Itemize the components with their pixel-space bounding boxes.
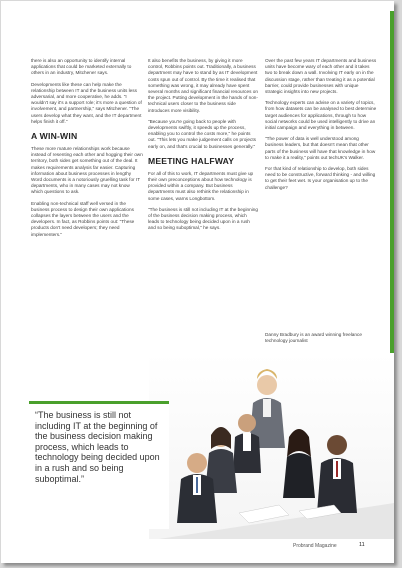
page-number: 11	[359, 542, 365, 548]
paragraph: For all of this to work, IT departments must give up their own preconceptions about how technology is provided within a company. But business departments must also rethink the relationship in some cases, warns Longbottom.	[148, 170, 254, 201]
section-heading-meeting-halfway: MEETING HALFWAY	[148, 155, 235, 166]
business-meeting-photo	[149, 353, 394, 539]
paragraph: "The power of data is well understood among business leaders, but that doesn't mean that other parts of the business will have that knowledge in how to make it a reality," points out techUK's Walker.	[265, 136, 376, 160]
section-heading-win-win: A WIN-WIN	[31, 131, 78, 142]
author-byline: Danny Bradbury is an award winning freelance technology journalist	[265, 332, 362, 344]
column-3	[265, 58, 377, 196]
column-1	[31, 58, 143, 243]
paragraph: Enabling non-technical staff well versed in the business process to design their own applications collapses the layers between the users and the developers. In fact, as Robbins points out: "These products don't need developers; they need implementers."	[31, 200, 135, 237]
column-2	[148, 58, 258, 237]
paragraph: there is also an opportunity to identify internal applications that could be marketed externally to others in an industry, Mitchener says.	[31, 58, 132, 76]
paragraph: For that kind of relationship to develop, both sides need to be constructive, forward thinking - and willing to get their feet wet. Is your organisation up to the challenge?	[265, 166, 376, 190]
paragraph: Over the past few years IT departments and business units have become wary of each other and it takes two to break down a wall. Involving IT early on in the discussion stage, rather than treating it as a potential barrier, could provide businesses with unique strategic insights into new projects.	[265, 58, 377, 95]
paragraph: "Because you're going back to people with developments swiftly, it speeds up the process, enabling you to control the costs more," he points out. "This lets you make judgement calls on projects early on, and that's crucial to businesses generally."	[148, 118, 256, 149]
pull-quote: “The business is still not including IT at the beginning of the business decision making process, which leads to technology being decided upon in a rush and so being suboptimal.”	[35, 410, 160, 484]
paragraph: Technology experts can advise on a variety of topics, from how datasets can be analysed to best determine target audiences for applications, through to how social networks could be used intelligently to drive an initial campaign and everything in between.	[265, 100, 377, 131]
magazine-name: Probrand Magazine	[293, 543, 337, 549]
paragraph: Developments like these can help make the relationship between IT and the business units less adversarial, and more cooperative, he adds. "I wouldn't say it's a support role; it's more a question of involvement, and partnership," says Mitchener. "The users develop what they want, and the IT department helps finish it off."	[31, 81, 142, 124]
magazine-page	[1, 1, 394, 563]
paragraph: These more mature relationships work because instead of resenting each other and hogging their own territory, both sides get something out of the deal. It makes requirements analysis far easier. Capturing information about business processes in lengthy Word documents is a notoriously gruelling task for IT departments, who in many cases may not know which questions to ask.	[31, 146, 143, 195]
paragraph: It also benefits the business, by giving it more control, Robbins points out. Traditionally, a business department may have to stand by as IT development costs spun out of control. By the time it realised that something was wrong, it may already have spent several months and significant financial resources on the project. Putting development in the hands of non-technical users closer to the business side introduces more visibility.	[148, 58, 258, 113]
paragraph: "The business is still not including IT at the beginning of the business decision making process, which leads to technology being decided upon in a rush and so being suboptimal," he says.	[148, 206, 258, 231]
pull-quote-box	[29, 401, 169, 529]
